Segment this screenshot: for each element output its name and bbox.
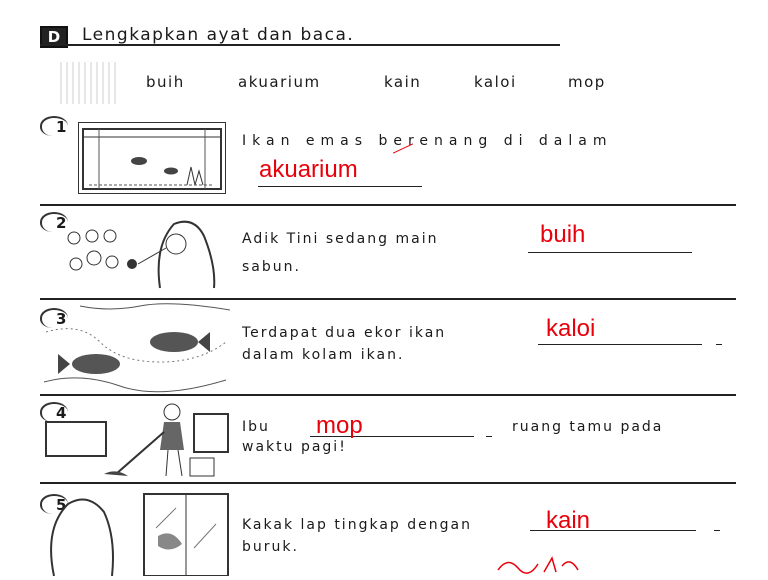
word-bank-item: kaloi xyxy=(474,73,517,91)
question-number: 2 xyxy=(56,214,67,232)
question-text: Ibu xyxy=(242,419,270,435)
word-bank-item: mop xyxy=(568,73,606,91)
answer-text: mop xyxy=(316,412,363,439)
answer-blank xyxy=(258,186,422,187)
question-number: 3 xyxy=(56,310,67,328)
question-number: 4 xyxy=(56,404,67,422)
question-text-line2: dalam kolam ikan. xyxy=(242,347,405,363)
answer-text: buih xyxy=(540,221,586,248)
aquarium-icon xyxy=(79,123,225,193)
question-number: 1 xyxy=(56,118,67,136)
answer-text: kain xyxy=(546,507,591,534)
header-underline xyxy=(40,44,560,46)
dash-mark xyxy=(716,344,722,345)
girl-blowing-bubbles-icon xyxy=(64,216,224,290)
question-text: Terdapat dua ekor ikan xyxy=(242,325,447,341)
question-text: Adik Tini sedang main xyxy=(242,231,439,247)
section-label: D xyxy=(40,26,68,48)
row-divider xyxy=(40,394,736,396)
instruction-text: Lengkapkan ayat dan baca. xyxy=(82,25,355,45)
row-divider xyxy=(40,298,736,300)
pond-picture xyxy=(40,302,230,394)
question-number: 5 xyxy=(56,496,67,514)
mopping-picture xyxy=(44,398,230,480)
scan-noise xyxy=(60,62,120,104)
question-text-line2: waktu pagi! xyxy=(242,439,347,455)
answer-text: kaloi xyxy=(546,315,596,342)
bubbles-picture xyxy=(64,216,224,290)
word-bank-item: buih xyxy=(146,73,185,91)
question-text: Ikan emas berenang di dalam xyxy=(242,133,613,149)
question-text-line2: sabun. xyxy=(242,259,301,275)
row-divider xyxy=(40,482,736,484)
answer-text: akuarium xyxy=(259,156,358,183)
teacher-signature-scribble xyxy=(494,552,584,576)
answer-blank xyxy=(528,252,692,253)
dash-mark xyxy=(486,436,492,437)
dash-mark xyxy=(714,530,720,531)
girl-mopping-icon xyxy=(44,398,230,480)
woman-wiping-window-icon xyxy=(44,488,230,576)
question-text: Kakak lap tingkap dengan xyxy=(242,517,472,533)
answer-blank xyxy=(538,344,702,345)
window-picture xyxy=(44,488,230,576)
question-text: ruang tamu pada xyxy=(512,419,664,435)
word-bank-item: kain xyxy=(384,73,422,91)
two-fish-icon xyxy=(40,302,230,394)
word-bank-item: akuarium xyxy=(238,73,321,91)
aquarium-picture xyxy=(78,122,226,194)
row-divider xyxy=(40,204,736,206)
question-text-line2: buruk. xyxy=(242,539,299,555)
